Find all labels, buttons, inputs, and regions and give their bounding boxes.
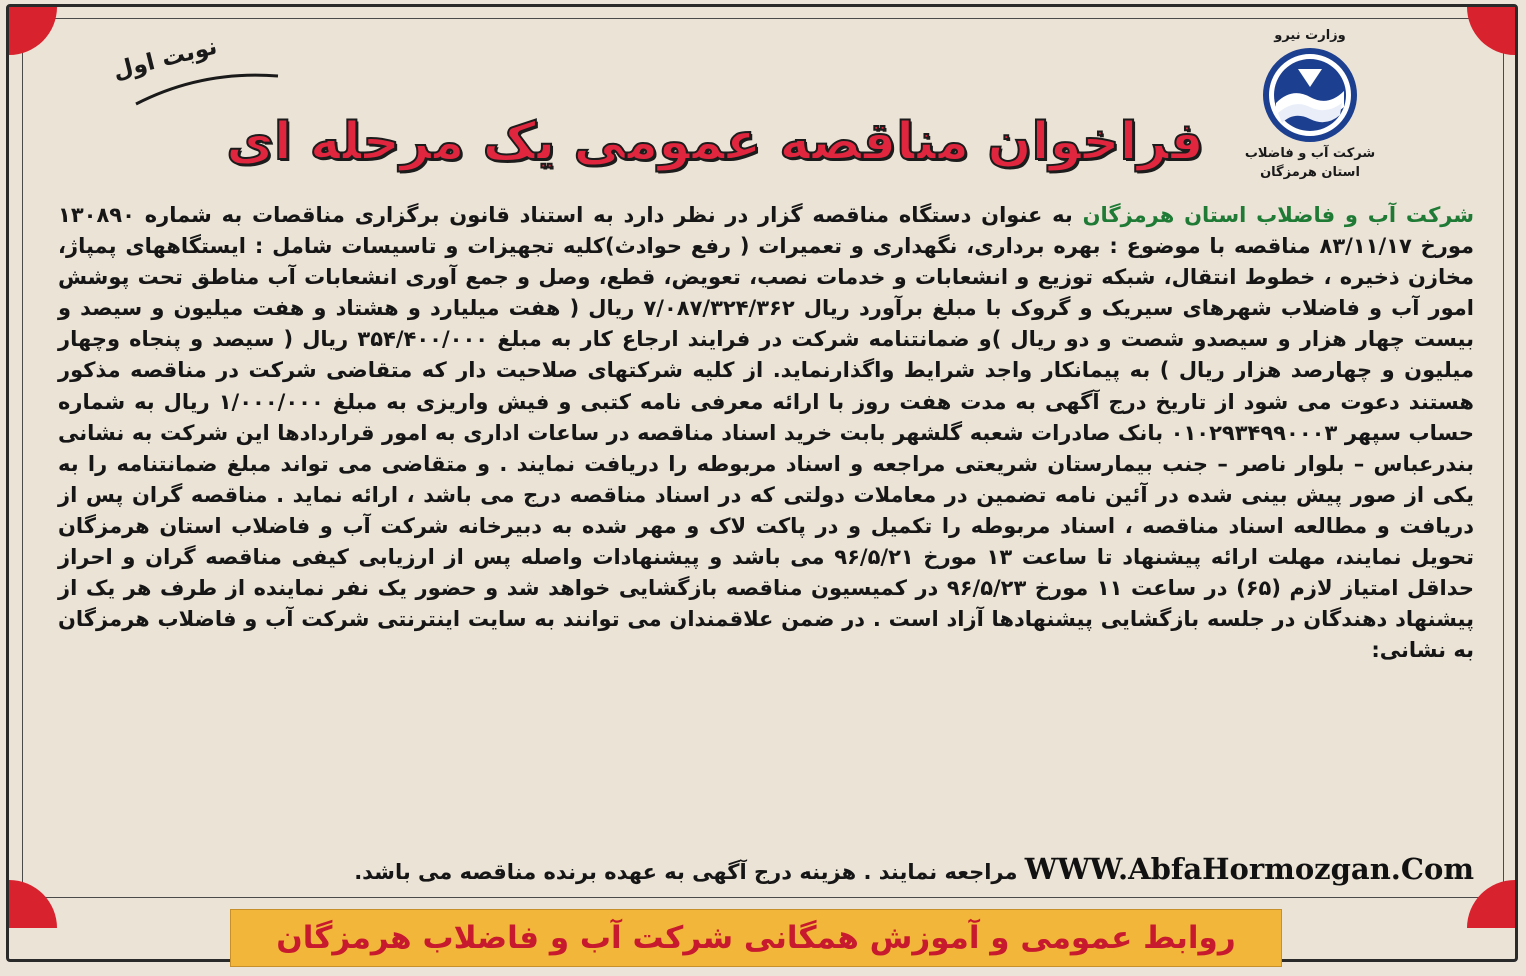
ministry-name: وزارت نیرو <box>1274 28 1346 43</box>
water-company-logo-icon <box>1262 47 1358 143</box>
announcement-text: به عنوان دستگاه مناقصه گزار در نظر دارد به استناد قانون برگزاری مناقصات به شماره ۱۳۰۸۹۰ مورخ ۸۳/۱۱/۱۷ مناقصه با موضوع : بهره برداری، نگهداری و تعمیرات ( رفع حوادث)کلیه تجهیزات و تاسیسات شامل : ایستگاههای پمپاژ، مخازن ذخیره ، خطوط انتقال، شبکه توزیع و انشعابات و خدمات نصب، تعویض، قطع، وصل و جمع آوری انشعابات آب مناطق تحت پوشش امور آب و فاضلاب شهرهای سیریک و گروک با مبلغ برآورد ریال ۷/۰۸۷/۳۲۴/۳۶۲ ریال ( هفت میلیارد و هشتاد و هفت میلیون و سیصد و بیست چهار هزار و سیصدو شصت و دو ریال )و ضمانتنامه شرکت در فرایند ارجاع کار به مبلغ ۳۵۴/۴۰۰/۰۰۰ ریال ( سیصد و پنجاه وچهار میلیون و چهارصد هزار ریال ) به پیمانکار واجد شرایط واگذارنماید. از کلیه شرکتهای صلاحیت دار که متقاضی شرکت در مناقصه مذکور هستند دعوت می شود از تاریخ درج آگهی به مدت هفت روز با ارائه معرفی نامه کتبی و فیش واریزی به مبلغ ۱/۰۰۰/۰۰۰ ریال به شماره حساب سپهر ۰۱۰۲۹۳۴۹۹۰۰۰۳ بانک صادرات شعبه گلشهر بابت خرید اسناد مناقصه در ساعات اداری به امور قراردادها این شرکت به نشانی بندرعباس – بلوار ناصر – جنب بیمارستان شریعتی مراجعه و اسناد مربوطه را دریافت نمایند . و متقاضی می تواند مبلغ ضمانتنامه را به یکی از صور پیش بینی شده در آئین نامه تضمین در معاملات دولتی که در اسناد مناقصه درج می باشد ، ارائه نماید . مناقصه گران پس از دریافت و مطالعه اسناد مناقصه ، اسناد مربوطه را تکمیل و در پاکت لاک و مهر شده به دبیرخانه شرکت آب و فاضلاب استان هرمزگان تحویل نمایند، مهلت ارائه پیشنهاد تا ساعت ۱۳ مورخ ۹۶/۵/۲۱ می باشد و پیشنهادات واصله پس از ارزیابی کیفی مناقصه گران و احراز حداقل امتیاز لازم (۶۵) در ساعت ۱۱ مورخ ۹۶/۵/۲۳ در کمیسیون مناقصه بازگشایی خواهد شد و حضور یک نفر نماینده از طرف هر یک از پیشنهاد دهندگان در جلسه بازگشایی پیشنهادها آزاد است . در ضمن علاقمندان می توانند به سایت اینترنتی شرکت آب و فاضلاب هرمزگان به نشانی: <box>58 203 1475 663</box>
turn-label: نوبت اول <box>110 33 220 85</box>
company-logo-block <box>1240 28 1380 198</box>
tender-announcement-body <box>58 200 1474 666</box>
closing-text: مراجعه نمایند . هزینه درج آگهی به عهده برنده مناقصه می باشد. <box>354 860 1025 884</box>
turn-underline-icon <box>132 68 282 108</box>
website-line <box>58 852 1474 886</box>
website-link[interactable]: WWW.AbfaHormozgan.Com <box>1024 852 1474 886</box>
company-name: شرکت آب و فاضلاب استان هرمزگان <box>1082 203 1474 227</box>
public-relations-footer: روابط عمومی و آموزش همگانی شرکت آب و فاضلاب هرمزگان <box>230 909 1282 967</box>
page-title: فراخوان مناقصه عمومی یک مرحله ای <box>226 112 1204 172</box>
logo-company-line1: شرکت آب و فاضلاب <box>1244 146 1376 161</box>
logo-company-line2: استان هرمزگان <box>1260 165 1360 180</box>
